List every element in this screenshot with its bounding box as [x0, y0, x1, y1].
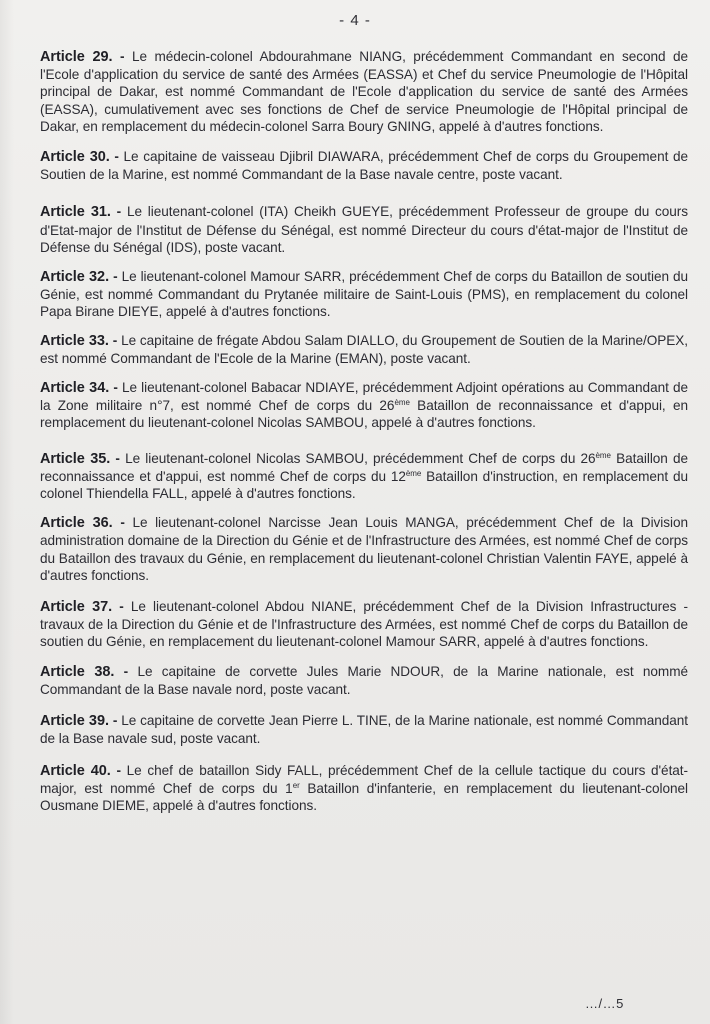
- article-text: Le capitaine de corvette Jean Pierre L. TINE, de la Marine nationale, est nommé Commandant de la Base navale sud, poste vacant.: [40, 713, 688, 747]
- article-text: Bataillon de reconnaissance et d'appui, en remplacement du lieutenant-colonel Nicolas SAMBOU, appelé à d'autres fonctions.: [40, 398, 688, 431]
- continuation-marker: …/…5: [585, 996, 624, 1011]
- article-separator: -: [112, 713, 118, 729]
- article-label: Article 34.: [40, 380, 110, 397]
- article-text: Le lieutenant-colonel Mamour SARR, précédemment Chef de corps du Bataillon de soutien du Génie, est nommé Commandant du Prytanée militaire de Saint-Louis (PMS), en remplacement du colonel Papa Birane DIEYE, appelé à d'autres fonctions.: [40, 269, 688, 320]
- article-33: [40, 332, 688, 367]
- article-30: [40, 148, 688, 183]
- ordinal-suffix: ème: [595, 450, 611, 460]
- article-label: Article 36.: [40, 515, 113, 532]
- article-separator: -: [120, 515, 125, 531]
- article-label: Article 32.: [40, 269, 110, 286]
- article-separator: -: [115, 450, 120, 466]
- article-label: Article 30.: [40, 149, 110, 166]
- article-text: Le capitaine de vaisseau Djibril DIAWARA, précédemment Chef de corps du Groupement de Soutien de la Marine, est nommé Commandant de la Base navale centre, poste vacant.: [40, 149, 688, 183]
- article-separator: -: [116, 204, 122, 220]
- article-text: Le capitaine de frégate Abdou Salam DIALLO, du Groupement de Soutien de la Marine/OPEX, est nommé Commandant de l'Ecole de la Marine (EMAN), poste vacant.: [40, 332, 688, 366]
- article-label: Article 33.: [40, 332, 109, 349]
- article-34: [40, 379, 688, 432]
- article-separator: -: [112, 332, 118, 348]
- article-29: [40, 48, 688, 135]
- ordinal-suffix: ème: [405, 468, 422, 478]
- ordinal-suffix: ème: [394, 398, 410, 408]
- article-label: Article 39.: [40, 713, 109, 730]
- article-31: [40, 203, 688, 256]
- article-39: [40, 712, 688, 747]
- page-number: - 4 -: [339, 12, 371, 29]
- article-text: Le lieutenant-colonel Abdou NIANE, précédemment Chef de la Division Infrastructures - travaux de la Direction du Génie et de l'Infrastructure des Armées, est nommé Chef de corps du Bataillon de soutien du Génie, en remplacement du lieutenant-colonel Mamour SARR, appelé à d'autres fonctions.: [40, 599, 688, 650]
- article-separator: -: [123, 663, 129, 679]
- article-separator: -: [114, 149, 119, 165]
- article-32: [40, 268, 688, 321]
- ordinal-suffix: er: [292, 780, 300, 790]
- article-label: Article 35.: [40, 450, 111, 467]
- article-label: Article 38.: [40, 663, 115, 680]
- article-text: Le lieutenant-colonel Nicolas SAMBOU, précédemment Chef de corps du 26: [125, 450, 596, 466]
- article-separator: -: [113, 380, 118, 396]
- article-label: Article 37.: [40, 599, 113, 616]
- article-40: [40, 762, 688, 815]
- article-label: Article 31.: [40, 204, 111, 221]
- article-text: Le chef de bataillon Sidy FALL, précédemment Chef de la cellule tactique du cours d'état-major, est nommé Chef de corps du 1: [40, 762, 689, 796]
- article-text: Le capitaine de corvette Jules Marie NDOUR, de la Marine nationale, est nommé Commandant de la Base navale nord, poste vacant.: [40, 663, 688, 697]
- article-text: Le lieutenant-colonel (ITA) Cheikh GUEYE, précédemment Professeur de groupe du cours d'Etat-major de l'Institut de Défense du Sénégal, est nommé Directeur du cours d'état-major de l'Institut de Défense du Sénégal (IDS), poste vacant.: [40, 204, 689, 255]
- article-37: [40, 598, 688, 651]
- article-separator: -: [119, 599, 124, 615]
- article-text: Le lieutenant-colonel Babacar NDIAYE, précédemment Adjoint opérations au Commandant de la Zone militaire n°7, est nommé Chef de corps du 26: [40, 380, 688, 414]
- article-separator: -: [120, 49, 125, 64]
- article-text: Bataillon d'instruction, en remplacement du colonel Thiendella FALL, appelé à d'autres fonctions.: [40, 468, 688, 502]
- article-36: [40, 514, 688, 584]
- article-separator: -: [113, 269, 118, 285]
- article-35: [40, 450, 688, 503]
- article-38: [40, 663, 688, 698]
- article-text: Bataillon d'infanterie, en remplacement du lieutenant-colonel Ousmane DIEME, appelé à d'autres fonctions.: [40, 780, 688, 813]
- article-text: Le médecin-colonel Abdourahmane NIANG, précédemment Commandant en second de l'Ecole d'application du service de santé des Armées (EASSA) et Chef du service Pneumologie de l'Hôpital principal de Dakar, est nommé Commandant de l'Ecole d'application du service de santé des Armées (EASSA), cumulativement avec ses fonctions de Chef de service Pneumologie de l'Hôpital principal de Dakar, en remplacement du médecin-colonel Sarra Boury GNING, appelé à d'autres fonctions.: [40, 49, 688, 134]
- page-edge-shadow: [0, 0, 14, 1024]
- articles-list: [40, 36, 688, 814]
- article-text: Le lieutenant-colonel Narcisse Jean Louis MANGA, précédemment Chef de la Division administration domaine de la Direction du Génie et de l'Infrastructure des Armées, est nommé Chef de corps du Bataillon des travaux du Génie, en remplacement du lieutenant-colonel Christian Valentin FAYE, appelé à d'autres fonctions.: [40, 515, 689, 583]
- article-text: Bataillon de reconnaissance et d'appui, est nommé Chef de corps du 12: [40, 450, 689, 484]
- article-separator: -: [116, 762, 121, 778]
- article-label: Article 40.: [40, 762, 111, 779]
- article-label: Article 29.: [40, 49, 113, 65]
